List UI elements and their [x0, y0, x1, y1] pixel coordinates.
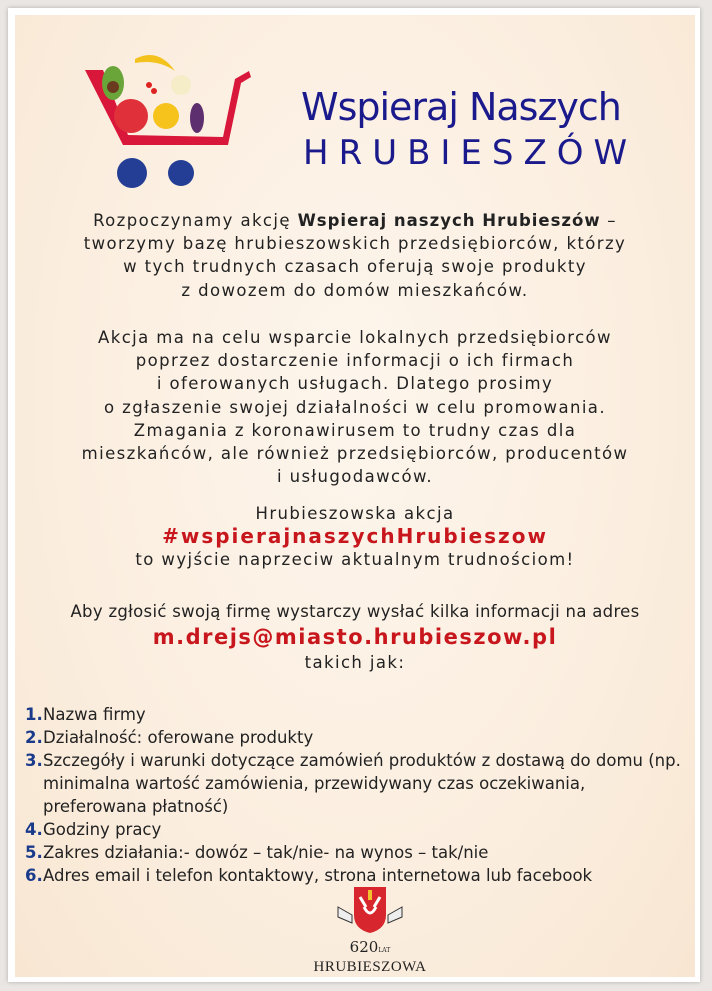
intro-suffix: –: [600, 211, 617, 230]
goal-line: poprzez dostarczenie informacji o ich firmach: [135, 351, 575, 371]
campaign-block: [15, 502, 695, 572]
list-number: 1.: [25, 705, 43, 724]
list-text: Działalność: oferowane produkty: [43, 728, 314, 747]
crest-lat: LAT: [378, 947, 391, 954]
poster: [15, 15, 695, 977]
goal-line: Zmagania z koronawirusem to trudny czas dla: [133, 420, 577, 440]
intro-campaign-name: Wspieraj naszych Hrubieszów: [297, 211, 601, 230]
contact-line: takich jak:: [304, 653, 406, 673]
intro-line: w tych trudnych czasach oferują swoje produkty: [123, 257, 587, 277]
crest-name: HRUBIESZOWA: [313, 959, 427, 975]
list-item: [25, 864, 685, 887]
list-text: Zakres działania:- dowóz – tak/nie- na wynos – tak/nie: [43, 843, 489, 862]
intro-prefix: Rozpoczynamy akcję: [93, 211, 298, 230]
list-text: Nazwa firmy: [43, 705, 146, 724]
list-number: 3.: [25, 751, 43, 770]
shopping-cart-icon: [73, 33, 303, 203]
campaign-line: to wyjście naprzeciw aktualnym trudnościom!: [135, 550, 575, 570]
town-crest: [300, 885, 440, 976]
list-number: 6.: [25, 866, 43, 885]
campaign-line: Hrubieszowska akcja: [255, 504, 455, 523]
required-info-list: [25, 703, 685, 887]
list-item: [25, 749, 685, 818]
goal-line: o zgłaszenie swojej działalności w celu promowania.: [104, 397, 606, 417]
goal-line: i oferowanych usługach. Dlatego prosimy: [156, 374, 554, 394]
list-item: [25, 726, 685, 749]
list-number: 5.: [25, 843, 43, 862]
intro-line: z dowozem do domów mieszkańców.: [181, 280, 529, 300]
contact-email-link[interactable]: m.drejs@miasto.hrubieszow.pl: [152, 625, 558, 650]
goal-line: i usługodawców.: [276, 467, 434, 487]
list-text: Adres email i telefon kontaktowy, strona internetowa lub facebook: [43, 866, 593, 885]
intro-line: tworzymy bazę hrubieszowskich przedsiębiorców, którzy: [83, 234, 627, 254]
contact-block: [15, 600, 695, 674]
list-number: 2.: [25, 728, 43, 747]
logo-city: HRUBIESZÓW: [303, 133, 638, 173]
list-item: [25, 818, 685, 841]
list-item: [25, 703, 685, 726]
list-text: Godziny pracy: [43, 820, 162, 839]
list-item: [25, 841, 685, 864]
coat-of-arms-icon: [330, 885, 410, 935]
goal-line: mieszkańców, ale również przedsiębiorców, producentów: [81, 444, 629, 464]
goal-line: Akcja ma na celu wsparcie lokalnych przedsiębiorców: [98, 328, 612, 347]
list-number: 4.: [25, 820, 43, 839]
campaign-hashtag: #wspierajnaszychHrubieszow: [162, 524, 548, 549]
list-text: Szczegóły i warunki dotyczące zamówień produktów z dostawą do domu (np. minimalna wartość zamówienia, przewidywany czas oczekiwania, preferowana płatność): [43, 751, 681, 816]
logo-title: Wspieraj Naszych: [301, 85, 621, 129]
contact-line: Aby zgłosić swoją firmę wystarczy wysłać kilka informacji na adres: [70, 602, 640, 621]
goal-paragraph: [15, 326, 695, 488]
intro-paragraph: [15, 209, 695, 302]
campaign-logo: [73, 33, 638, 203]
crest-years: 620: [349, 938, 379, 956]
